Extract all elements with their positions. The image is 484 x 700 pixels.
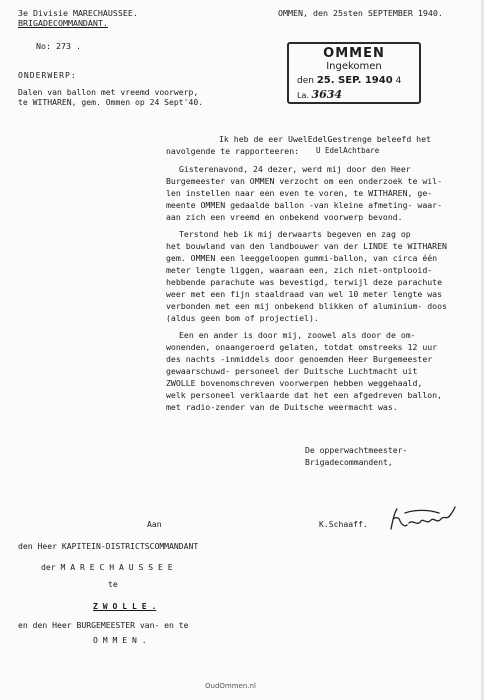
stamp-date-row bbox=[297, 75, 401, 86]
body-line: het bouwland van den landbouwer van der LINDE te WITHAREN bbox=[166, 241, 447, 251]
signatory-name: K.Schaaff. bbox=[319, 519, 368, 529]
addressee-city: Z W O L L E . bbox=[93, 601, 157, 611]
body-line: (aldus geen bom of projectiel). bbox=[166, 313, 319, 323]
body-line: len instellen naar een even te voren, te WITHAREN, ge- bbox=[166, 188, 433, 198]
addressee-line-2: der M A R E C H A U S S E E bbox=[41, 562, 173, 572]
body-line: gewaarschuwd- personeel der Duitsche Luchtmacht uit bbox=[166, 366, 418, 376]
body-line: aan zich een vreemd en onbekend voorwerp bevond. bbox=[166, 212, 403, 222]
body-line: Een en ander is door mij, zoowel als door de om- bbox=[179, 330, 416, 340]
salutation-insertion: U EdelAchtbare bbox=[316, 146, 380, 155]
footer-watermark-logo: OudOmmen.nl bbox=[205, 682, 256, 690]
handwritten-signature bbox=[387, 505, 457, 533]
stamp-date-prefix: den bbox=[297, 76, 314, 86]
command-line: BRIGADECOMMANDANT. bbox=[18, 18, 108, 28]
subject-heading: ONDERWERP: bbox=[18, 70, 77, 80]
body-line: meter lengte liggen, waaraan een, zich niet-ontplooid- bbox=[166, 265, 433, 275]
addressee-cc: en den Heer BURGEMEESTER van- en te bbox=[18, 620, 189, 630]
body-line: des nachts -inmiddels door genoemden Heer Burgemeester bbox=[166, 354, 433, 364]
body-line: navolgende te rapporteeren: bbox=[166, 146, 300, 156]
stamp-number-prefix: La. bbox=[297, 91, 309, 100]
body-line: meente OMMEN gedaalde ballon -van kleine afmeting- waar- bbox=[166, 200, 443, 210]
body-line: Ik heb de eer UwelEdelGestrenge beleefd het bbox=[219, 134, 431, 144]
stamp-label: Ingekomen bbox=[326, 61, 382, 72]
body-line: welk personeel verklaarde dat het een afgedreven ballon, bbox=[166, 390, 443, 400]
body-line: Burgemeester van OMMEN verzocht om een onderzoek te wil- bbox=[166, 176, 443, 186]
addressee-cc-city: O M M E N . bbox=[93, 635, 147, 645]
subject-line-1: Dalen van ballon met vreemd voorwerp, bbox=[18, 87, 199, 97]
addressee-to: Aan bbox=[147, 519, 162, 529]
addressee-line-3: te bbox=[108, 579, 118, 589]
division-line: 3e Divisie MARECHAUSSEE. bbox=[18, 8, 138, 18]
subject-line-2: te WITHAREN, gem. Ommen op 24 Sept'40. bbox=[18, 97, 204, 107]
stamp-number-row bbox=[297, 88, 342, 101]
body-line: weer met een fijn staaldraad van wel 10 meter lengte was bbox=[166, 289, 443, 299]
body-line: ZWOLLE bovenomschreven voorwerpen hebben weggehaald, bbox=[166, 378, 423, 388]
body-line: Gisterenavond, 24 dezer, werd mij door den Heer bbox=[179, 164, 411, 174]
body-line: gem. OMMEN een leeggeloopen gummi-ballon, van circa één bbox=[166, 253, 438, 263]
body-line: hebbende parachute was bevestigd, terwijl deze parachute bbox=[166, 277, 443, 287]
stamp-date: 25. SEP. 1940 bbox=[316, 75, 393, 86]
body-line: wonenden, onaangeroerd gelaten, totdat omstreeks 12 uur bbox=[166, 342, 438, 352]
closing-rank: De opperwachtmeester- bbox=[305, 445, 408, 455]
stamp-place: OMMEN bbox=[323, 46, 385, 61]
body-line: verbonden met een mij onbekend blikken of aluminium- doos bbox=[166, 301, 447, 311]
stamp-number: 3634 bbox=[311, 88, 343, 101]
body-line: Terstond heb ik mij derwaarts begeven en zag op bbox=[179, 229, 411, 239]
place-date: OMMEN, den 25sten SEPTEMBER 1940. bbox=[278, 8, 443, 18]
addressee-line-1: den Heer KAPITEIN-DISTRICTSCOMMANDANT bbox=[18, 541, 199, 551]
closing-title: Brigadecommandent, bbox=[305, 457, 393, 467]
received-stamp bbox=[287, 42, 421, 104]
body-line: met radio-zender van de Duitsche weermacht was. bbox=[166, 402, 398, 412]
stamp-date-suffix: 4 bbox=[395, 76, 402, 86]
document-number: No: 273 . bbox=[36, 41, 81, 51]
